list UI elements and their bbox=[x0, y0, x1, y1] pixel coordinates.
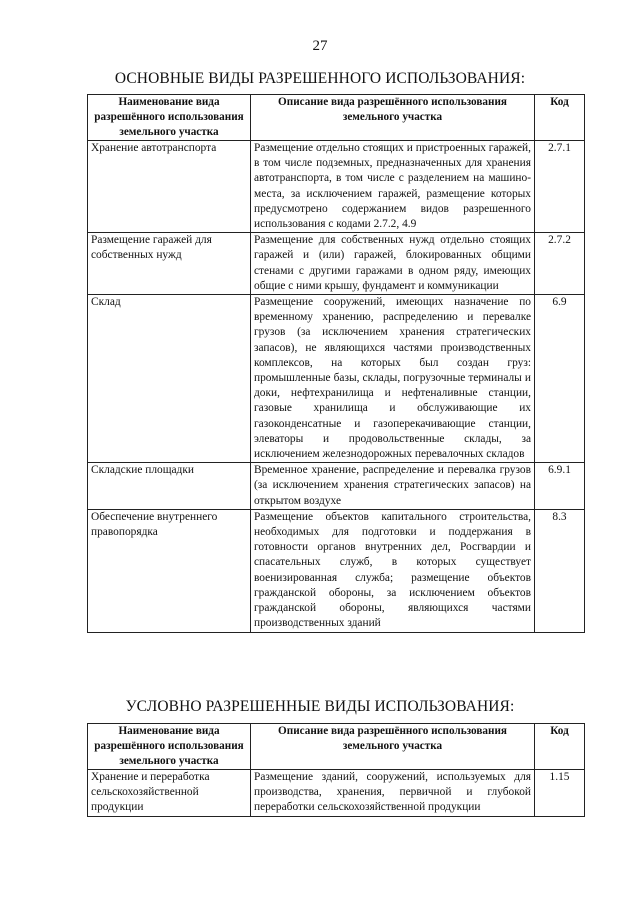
table-header-row bbox=[88, 724, 585, 770]
use-code: 6.9.1 bbox=[535, 463, 585, 510]
table-row bbox=[88, 141, 585, 233]
use-description: Размещение зданий, сооружений, используемых для производства, хранения, первичной и глубокой переработки сельскохозяйственной продукции bbox=[251, 770, 535, 817]
column-header-name: Наименование вида разрешённого использования земельного участка bbox=[88, 95, 251, 141]
column-header-description: Описание вида разрешённого использования земельного участка bbox=[251, 95, 535, 141]
column-header-description: Описание вида разрешённого использования земельного участка bbox=[251, 724, 535, 770]
use-name: Склад bbox=[88, 295, 251, 463]
table-row bbox=[88, 295, 585, 463]
use-description: Размещение отдельно стоящих и пристроенных гаражей, в том числе подземных, предназначенных для хранения автотранспорта, в том числе с разделением на машино-места, за исключением гаражей, размещение которых предусмотрено содержанием видов разрешенного использования с кодами 2.7.2, 4.9 bbox=[251, 141, 535, 233]
use-name: Хранение автотранспорта bbox=[88, 141, 251, 233]
page-number: 27 bbox=[312, 38, 328, 54]
use-name: Размещение гаражей для собственных нужд bbox=[88, 233, 251, 295]
use-description: Размещение сооружений, имеющих назначение по временному хранению, распределению и перевалке грузов (за исключением хранения стратегических запасов), не являющихся частями производственных комплексов, на которых был создан груз: промышленные базы, склады, погрузочные терминалы и доки, нефтехранилища и нефтеналивные станции, газовые хранилища и обслуживающие их газоконденсатные и газоперекачивающие станции, элеваторы и продовольственные склады, за исключением железнодорожных перевалочных складов bbox=[251, 295, 535, 463]
column-header-code: Код bbox=[535, 95, 585, 141]
column-header-code: Код bbox=[535, 724, 585, 770]
use-code: 8.3 bbox=[535, 509, 585, 632]
main-uses-table bbox=[87, 94, 585, 633]
use-name: Обеспечение внутреннего правопорядка bbox=[88, 509, 251, 632]
section-title-main-uses: ОСНОВНЫЕ ВИДЫ РАЗРЕШЕННОГО ИСПОЛЬЗОВАНИЯ: bbox=[114, 70, 526, 87]
use-name: Хранение и переработка сельскохозяйственной продукции bbox=[88, 770, 251, 817]
table-row bbox=[88, 463, 585, 510]
use-code: 2.7.1 bbox=[535, 141, 585, 233]
conditional-uses-table bbox=[87, 723, 585, 817]
column-header-name: Наименование вида разрешённого использования земельного участка bbox=[88, 724, 251, 770]
table-header-row bbox=[88, 95, 585, 141]
use-code: 6.9 bbox=[535, 295, 585, 463]
section-title-conditional-uses: УСЛОВНО РАЗРЕШЕННЫЕ ВИДЫ ИСПОЛЬЗОВАНИЯ: bbox=[125, 698, 515, 715]
use-name: Складские площадки bbox=[88, 463, 251, 510]
table-row bbox=[88, 233, 585, 295]
use-code: 1.15 bbox=[535, 770, 585, 817]
use-description: Размещение для собственных нужд отдельно стоящих гаражей и (или) гаражей, блокированных общими стенами с другими гаражами в одном ряду, имеющих общие с ними крышу, фундамент и коммуникации bbox=[251, 233, 535, 295]
use-description: Размещение объектов капитального строительства, необходимых для подготовки и поддержания в готовности органов внутренних дел, Росгвардии и спасательных служб, в которых существует военизированная служба; размещение объектов гражданской обороны, за исключением объектов гражданской обороны, являющихся частями производственных зданий bbox=[251, 509, 535, 632]
table-row bbox=[88, 770, 585, 817]
use-code: 2.7.2 bbox=[535, 233, 585, 295]
table-row bbox=[88, 509, 585, 632]
use-description: Временное хранение, распределение и перевалка грузов (за исключением хранения стратегических запасов) на открытом воздухе bbox=[251, 463, 535, 510]
